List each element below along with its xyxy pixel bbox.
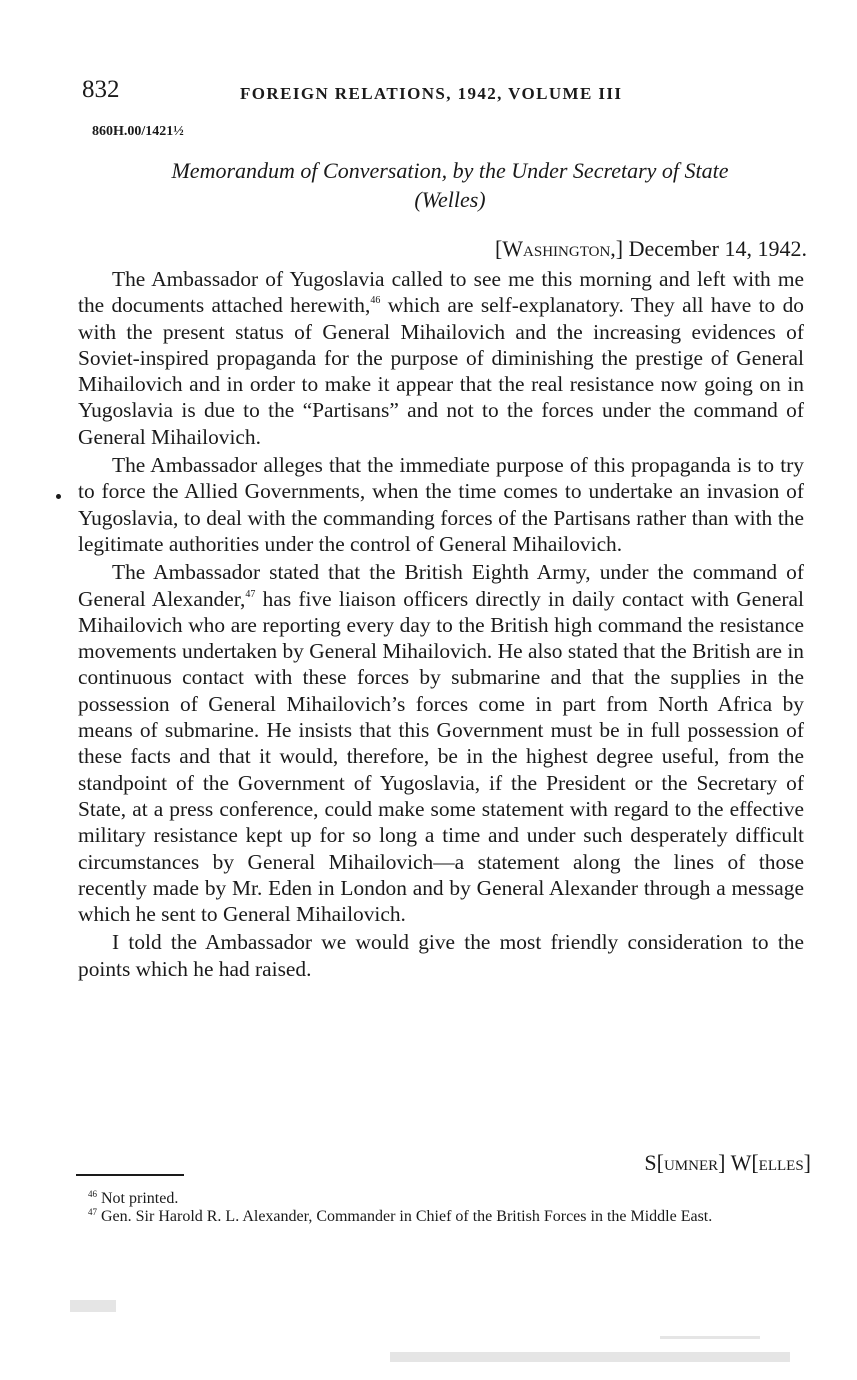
file-number: 860H.00/1421½ (92, 124, 184, 139)
dateline-bracket-open: [ (494, 236, 503, 261)
dateline-place: Washington (502, 236, 611, 261)
signature (644, 1150, 811, 1176)
running-title: FOREIGN RELATIONS, 1942, VOLUME III (240, 84, 623, 103)
footnote-47 (72, 1208, 792, 1226)
document-title-line1: Memorandum of Conversation, by the Under Secretary of State (171, 158, 729, 183)
paragraph-1 (78, 266, 804, 450)
paragraph-1-text-a: The Ambassador of Yugoslavia called to see me this morning and left with me the documents attached herewith, (78, 267, 804, 318)
footnote-47-text: Gen. Sir Harold R. L. Alexander, Commander in Chief of the British Forces in the Middle East. (97, 1208, 713, 1225)
bleed-through-mark (660, 1336, 760, 1339)
signature-end: ] (803, 1150, 811, 1175)
footnote-46-mark: 46 (88, 1189, 97, 1199)
document-title-line2: (Welles) (414, 187, 486, 212)
paragraph-3 (78, 559, 804, 927)
footnote-ref-47: 47 (245, 588, 256, 600)
footnote-divider (76, 1174, 184, 1176)
footnote-ref-46: 46 (370, 295, 381, 307)
paragraph-2: The Ambassador alleges that the immediate purpose of this propaganda is to try to force the Allied Governments, when the time comes to undertake an invasion of Yugoslavia, to deal with the commanding forces of the Partisans rather than with the legitimate authorities under the control of General Mihailovich. (78, 453, 804, 556)
paragraph-3-text-b: has five liaison officers directly in daily contact with General Mihailovich who are reporting every day to the British high command the resistance movements undertaken by General Mihailovich. He also stated that the British are in continuous contact with these forces by submarine and that the supplies in the possession of General Mihailovich’s forces come in part from North Africa by means of submarine. He insists that this Government must be in full possession of these facts and that it would, therefore, be in the highest degree useful, from the standpoint of the Government of Yugoslavia, if the President or the Secretary of State, at a press conference, could make some statement with regard to the effective military resistance kept up for so long a time and under such desperately difficult circumstances by General Mihailovich—a statement along the lines of those recently made by Mr. Eden in London and by General Alexander through a message which he sent to General Mihailovich. (78, 586, 804, 927)
footnotes (72, 1190, 792, 1226)
footnote-46 (72, 1190, 792, 1208)
paragraph-4: I told the Ambassador we would give the most friendly consideration to the points which he had raised. (78, 930, 804, 981)
signature-s: S[ (644, 1150, 664, 1175)
dateline-date: December 14, 1942. (623, 236, 807, 261)
bleed-through-mark (70, 1300, 116, 1312)
dateline-bracket-close: ,] (610, 236, 624, 261)
signature-w: ] W[ (718, 1150, 759, 1175)
dateline (495, 236, 807, 262)
signature-elles: elles (758, 1150, 804, 1175)
margin-mark (56, 494, 61, 499)
paragraph-3-text-a: The Ambassador stated that the British Eighth Army, under the command of General Alexander, (78, 560, 804, 611)
page-number: 832 (82, 76, 120, 103)
footnote-46-text: Not printed. (97, 1190, 179, 1207)
running-head (82, 76, 782, 110)
bleed-through-mark (390, 1352, 790, 1362)
document-title (80, 156, 820, 214)
footnote-47-mark: 47 (88, 1207, 97, 1217)
paragraph-1-text-b: which are self-explanatory. They all have to do with the present status of General Mihailovich and the increasing evidences of Soviet-inspired propaganda for the purpose of diminishing the prestige of General Mihailovich and in order to make it appear that the real resistance now going on in Yugoslavia is due to the “Partisans” and not to the forces under the command of General Mihailovich. (78, 293, 804, 449)
memorandum-body (78, 266, 804, 982)
signature-umner: umner (663, 1150, 719, 1175)
